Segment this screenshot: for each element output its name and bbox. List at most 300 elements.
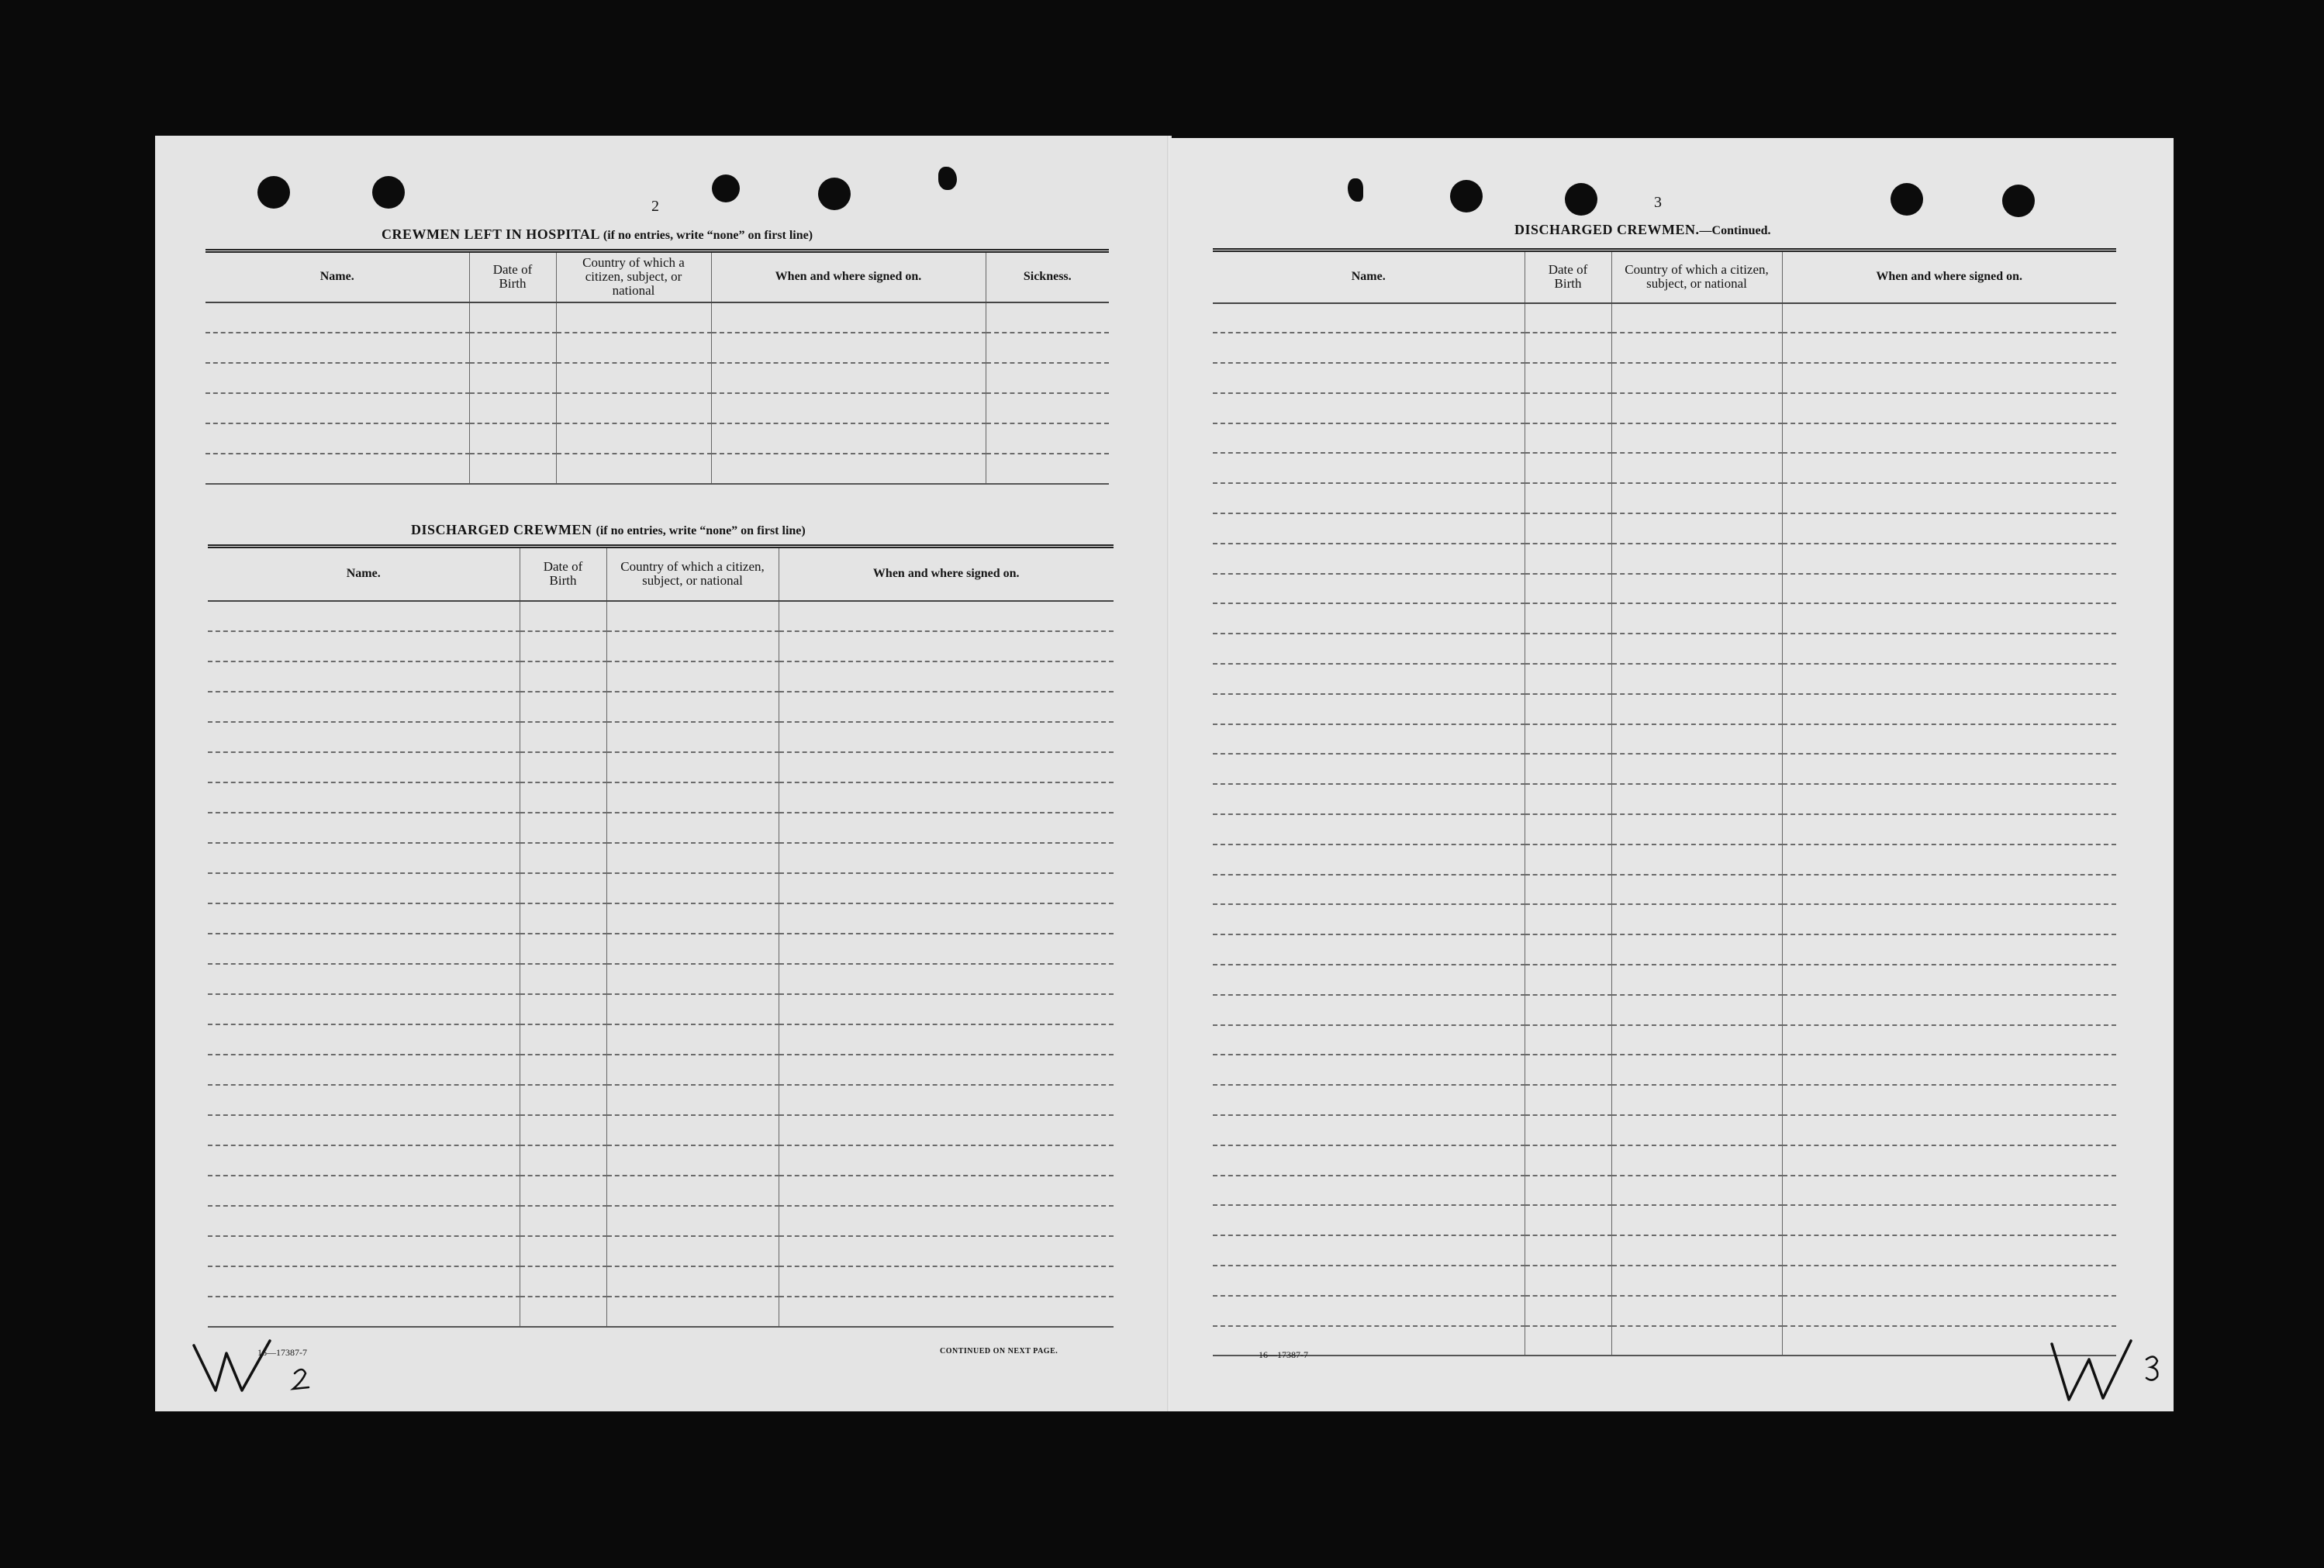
table-cell: [208, 722, 520, 752]
discharged-title-text: DISCHARGED CREWMEN: [411, 522, 592, 537]
table-cell: [779, 843, 1114, 873]
table-row: [208, 631, 1114, 661]
table-cell: [606, 964, 779, 994]
table-row: [208, 1055, 1114, 1085]
table-cell: [205, 363, 469, 393]
table-cell: [556, 454, 711, 484]
table-cell: [469, 423, 556, 454]
table-row: [1213, 784, 2116, 814]
table-cell: [606, 1266, 779, 1297]
col-signed-on-header: When and where signed on.: [779, 547, 1114, 601]
table-row: [1213, 1176, 2116, 1206]
table-cell: [1525, 453, 1611, 483]
hospital-table: [205, 249, 1109, 485]
table-cell: [1611, 1055, 1782, 1085]
discharged-continued-title: [1514, 222, 1771, 238]
table-cell: [208, 813, 520, 843]
table-cell: [779, 601, 1114, 631]
table-cell: [606, 903, 779, 934]
table-cell: [208, 782, 520, 813]
table-cell: [606, 1297, 779, 1327]
table-cell: [1213, 995, 1525, 1025]
table-cell: [556, 302, 711, 333]
table-cell: [606, 782, 779, 813]
discharged-section-title: [411, 522, 806, 538]
table-cell: [606, 1085, 779, 1115]
table-cell: [520, 1024, 606, 1055]
table-cell: [1782, 754, 2116, 784]
table-row: [1213, 754, 2116, 784]
table-cell: [1525, 483, 1611, 513]
table-cell: [1525, 995, 1611, 1025]
left-page: [155, 136, 1171, 1411]
table-row: [208, 1145, 1114, 1176]
table-row: [205, 393, 1109, 423]
table-cell: [779, 873, 1114, 903]
table-cell: [779, 661, 1114, 692]
table-cell: [606, 661, 779, 692]
table-cell: [1782, 634, 2116, 664]
table-cell: [1611, 724, 1782, 755]
table-cell: [1525, 1025, 1611, 1055]
table-cell: [1782, 453, 2116, 483]
punch-hole: [372, 176, 405, 209]
table-cell: [208, 1236, 520, 1266]
table-cell: [779, 1145, 1114, 1176]
table-cell: [1611, 995, 1782, 1025]
table-cell: [711, 333, 986, 363]
table-row: [205, 454, 1109, 484]
table-cell: [1213, 513, 1525, 544]
table-cell: [520, 813, 606, 843]
table-cell: [779, 1085, 1114, 1115]
page-number: 3: [1654, 194, 1662, 211]
hospital-section-title: [382, 226, 813, 243]
table-cell: [556, 363, 711, 393]
table-row: [208, 1176, 1114, 1206]
table-row: [205, 363, 1109, 393]
table-cell: [779, 1115, 1114, 1145]
table-cell: [1782, 995, 2116, 1025]
table-cell: [606, 994, 779, 1024]
table-row: [1213, 363, 2116, 393]
form-number: 16—17387-7: [257, 1347, 307, 1358]
table-cell: [1611, 1145, 1782, 1176]
table-cell: [711, 363, 986, 393]
table-row: [208, 1024, 1114, 1055]
table-row: [1213, 483, 2116, 513]
table-cell: [208, 873, 520, 903]
table-row: [1213, 904, 2116, 934]
table-cell: [520, 994, 606, 1024]
handwritten-w2-mark: [178, 1336, 326, 1398]
table-cell: [520, 1266, 606, 1297]
table-cell: [779, 994, 1114, 1024]
table-cell: [1525, 544, 1611, 574]
table-cell: [1611, 393, 1782, 423]
table-cell: [1611, 1205, 1782, 1235]
table-cell: [520, 903, 606, 934]
table-cell: [1782, 965, 2116, 995]
punch-hole: [1348, 178, 1363, 202]
table-cell: [986, 423, 1109, 454]
table-cell: [1525, 1115, 1611, 1145]
col-name-header: Name.: [208, 547, 520, 601]
table-cell: [1611, 1025, 1782, 1055]
table-cell: [520, 1055, 606, 1085]
table-cell: [208, 934, 520, 964]
table-row: [1213, 634, 2116, 664]
table-cell: [1782, 814, 2116, 844]
table-cell: [1782, 1145, 2116, 1176]
table-cell: [1782, 513, 2116, 544]
table-row: [208, 752, 1114, 782]
handwritten-w3-mark: [2038, 1336, 2170, 1406]
table-cell: [1213, 423, 1525, 454]
table-cell: [1611, 483, 1782, 513]
table-cell: [1213, 544, 1525, 574]
table-row: [1213, 1235, 2116, 1266]
table-cell: [1213, 1145, 1525, 1176]
table-row: [208, 934, 1114, 964]
table-cell: [1611, 904, 1782, 934]
table-cell: [205, 302, 469, 333]
punch-hole: [1565, 183, 1597, 216]
table-cell: [1525, 664, 1611, 694]
table-row: [1213, 603, 2116, 634]
table-row: [1213, 814, 2116, 844]
table-cell: [1525, 724, 1611, 755]
table-cell: [1782, 423, 2116, 454]
table-cell: [606, 752, 779, 782]
discharged-continued-header-row: [1213, 250, 2116, 303]
table-cell: [606, 1176, 779, 1206]
table-cell: [1213, 483, 1525, 513]
table-row: [208, 843, 1114, 873]
table-cell: [1525, 1176, 1611, 1206]
table-cell: [606, 1236, 779, 1266]
table-cell: [520, 631, 606, 661]
col-date-of-birth-header: Date of Birth: [1525, 250, 1611, 303]
table-cell: [1525, 1235, 1611, 1266]
table-cell: [1611, 634, 1782, 664]
table-cell: [779, 631, 1114, 661]
table-cell: [779, 1297, 1114, 1327]
table-cell: [1611, 694, 1782, 724]
table-cell: [520, 1115, 606, 1145]
table-cell: [469, 363, 556, 393]
table-row: [208, 1085, 1114, 1115]
table-row: [1213, 694, 2116, 724]
punch-hole: [1450, 180, 1483, 212]
table-cell: [1525, 1296, 1611, 1326]
table-row: [1213, 303, 2116, 333]
table-cell: [520, 692, 606, 722]
table-cell: [1213, 603, 1525, 634]
table-cell: [986, 393, 1109, 423]
table-cell: [1213, 965, 1525, 995]
table-cell: [556, 423, 711, 454]
table-cell: [208, 1266, 520, 1297]
table-cell: [779, 903, 1114, 934]
table-cell: [205, 423, 469, 454]
table-cell: [1611, 1296, 1782, 1326]
punch-hole: [818, 178, 851, 210]
discharged-table-body: [208, 601, 1114, 1327]
table-cell: [1213, 904, 1525, 934]
discharged-title-note: (if no entries, write “none” on first line): [596, 524, 806, 537]
table-cell: [606, 813, 779, 843]
punch-hole: [257, 176, 290, 209]
table-cell: [1213, 303, 1525, 333]
table-cell: [1782, 784, 2116, 814]
table-cell: [1213, 1115, 1525, 1145]
table-row: [208, 873, 1114, 903]
col-date-of-birth-header: Date of Birth: [469, 251, 556, 302]
table-cell: [208, 1055, 520, 1085]
table-cell: [1525, 333, 1611, 363]
table-cell: [1525, 603, 1611, 634]
page-number: 2: [651, 198, 659, 215]
table-row: [1213, 934, 2116, 965]
table-cell: [1525, 875, 1611, 905]
table-cell: [1782, 1176, 2116, 1206]
table-cell: [1213, 1266, 1525, 1296]
table-cell: [520, 873, 606, 903]
table-cell: [1782, 934, 2116, 965]
col-country-header: Country of which a citizen, subject, or national: [556, 251, 711, 302]
punch-hole: [938, 167, 957, 190]
table-cell: [520, 782, 606, 813]
table-row: [1213, 1266, 2116, 1296]
table-cell: [1782, 875, 2116, 905]
table-row: [208, 601, 1114, 631]
table-row: [1213, 453, 2116, 483]
table-cell: [1782, 724, 2116, 755]
table-row: [205, 302, 1109, 333]
table-cell: [986, 363, 1109, 393]
table-cell: [779, 1206, 1114, 1236]
table-cell: [1782, 393, 2116, 423]
table-cell: [208, 601, 520, 631]
table-cell: [1213, 1055, 1525, 1085]
table-cell: [1611, 1235, 1782, 1266]
table-cell: [1611, 1085, 1782, 1115]
hospital-table-body: [205, 302, 1109, 484]
table-cell: [1782, 664, 2116, 694]
table-cell: [779, 722, 1114, 752]
table-cell: [208, 843, 520, 873]
table-cell: [1213, 664, 1525, 694]
table-row: [208, 964, 1114, 994]
table-cell: [1525, 423, 1611, 454]
table-row: [205, 333, 1109, 363]
table-cell: [606, 631, 779, 661]
table-row: [208, 1297, 1114, 1327]
table-row: [1213, 664, 2116, 694]
table-cell: [208, 1297, 520, 1327]
table-cell: [1611, 844, 1782, 875]
table-cell: [520, 1085, 606, 1115]
table-cell: [1782, 1085, 2116, 1115]
table-cell: [1782, 1055, 2116, 1085]
table-row: [1213, 544, 2116, 574]
table-cell: [1611, 544, 1782, 574]
table-cell: [208, 1115, 520, 1145]
table-cell: [1611, 784, 1782, 814]
table-cell: [1525, 634, 1611, 664]
table-cell: [606, 722, 779, 752]
discharged-table: [208, 544, 1114, 1328]
table-cell: [606, 601, 779, 631]
discharged-continued-table: [1213, 248, 2116, 1356]
discharged-header-row: [208, 547, 1114, 601]
table-cell: [1611, 1266, 1782, 1296]
table-cell: [1611, 664, 1782, 694]
table-cell: [1611, 363, 1782, 393]
table-cell: [1525, 754, 1611, 784]
table-row: [208, 1266, 1114, 1297]
table-cell: [1782, 333, 2116, 363]
table-row: [1213, 1085, 2116, 1115]
table-cell: [1525, 303, 1611, 333]
table-cell: [1611, 1115, 1782, 1145]
table-cell: [520, 964, 606, 994]
table-cell: [606, 692, 779, 722]
table-cell: [986, 333, 1109, 363]
table-cell: [779, 1024, 1114, 1055]
table-cell: [520, 934, 606, 964]
col-name-header: Name.: [1213, 250, 1525, 303]
table-row: [1213, 1055, 2116, 1085]
table-cell: [1213, 754, 1525, 784]
table-cell: [779, 1176, 1114, 1206]
table-row: [1213, 724, 2116, 755]
table-cell: [205, 333, 469, 363]
table-cell: [520, 1176, 606, 1206]
table-cell: [1782, 1025, 2116, 1055]
table-cell: [1213, 393, 1525, 423]
table-row: [1213, 423, 2116, 454]
table-row: [1213, 574, 2116, 604]
table-cell: [1525, 844, 1611, 875]
table-cell: [1525, 1266, 1611, 1296]
table-cell: [711, 393, 986, 423]
continued-note: CONTINUED ON NEXT PAGE.: [940, 1347, 1058, 1356]
table-cell: [205, 454, 469, 484]
punch-hole: [2002, 185, 2035, 217]
discharged-continued-title-text: DISCHARGED CREWMEN.: [1514, 222, 1700, 237]
table-cell: [606, 843, 779, 873]
table-row: [208, 1115, 1114, 1145]
table-cell: [711, 302, 986, 333]
col-name-header: Name.: [205, 251, 469, 302]
table-cell: [1525, 1085, 1611, 1115]
discharged-continued-table-body: [1213, 303, 2116, 1356]
table-cell: [208, 1024, 520, 1055]
table-cell: [520, 1297, 606, 1327]
table-cell: [208, 1145, 520, 1176]
table-cell: [1782, 694, 2116, 724]
table-row: [208, 1206, 1114, 1236]
table-row: [1213, 965, 2116, 995]
table-cell: [1525, 574, 1611, 604]
table-cell: [779, 692, 1114, 722]
table-row: [1213, 875, 2116, 905]
table-cell: [208, 964, 520, 994]
table-row: [1213, 333, 2116, 363]
table-row: [1213, 513, 2116, 544]
table-cell: [1213, 1176, 1525, 1206]
table-row: [1213, 1115, 2116, 1145]
table-cell: [208, 1206, 520, 1236]
table-cell: [1213, 1085, 1525, 1115]
table-cell: [779, 1266, 1114, 1297]
table-cell: [1782, 483, 2116, 513]
table-cell: [208, 631, 520, 661]
table-cell: [779, 752, 1114, 782]
table-cell: [1782, 1266, 2116, 1296]
table-cell: [606, 1115, 779, 1145]
table-cell: [1782, 844, 2116, 875]
form-number: 16—17387-7: [1259, 1349, 1308, 1360]
table-cell: [208, 661, 520, 692]
table-row: [208, 903, 1114, 934]
table-cell: [520, 722, 606, 752]
table-cell: [1213, 875, 1525, 905]
table-cell: [1611, 303, 1782, 333]
table-row: [208, 722, 1114, 752]
table-row: [1213, 1326, 2116, 1356]
table-cell: [711, 454, 986, 484]
col-date-of-birth-header: Date of Birth: [520, 547, 606, 601]
table-cell: [1525, 1145, 1611, 1176]
table-cell: [1213, 1205, 1525, 1235]
table-row: [1213, 844, 2116, 875]
table-cell: [1213, 814, 1525, 844]
table-cell: [1782, 303, 2116, 333]
table-cell: [1782, 544, 2116, 574]
table-cell: [1213, 724, 1525, 755]
punch-hole: [1891, 183, 1923, 216]
table-cell: [520, 843, 606, 873]
table-cell: [556, 393, 711, 423]
table-cell: [1782, 603, 2116, 634]
table-row: [1213, 995, 2116, 1025]
table-cell: [986, 302, 1109, 333]
table-cell: [1611, 754, 1782, 784]
table-cell: [1611, 1176, 1782, 1206]
table-cell: [520, 752, 606, 782]
continued-label: —Continued.: [1699, 224, 1771, 237]
table-cell: [779, 934, 1114, 964]
table-cell: [208, 1176, 520, 1206]
table-cell: [1525, 513, 1611, 544]
table-cell: [1213, 694, 1525, 724]
table-cell: [779, 964, 1114, 994]
table-cell: [1782, 1205, 2116, 1235]
table-row: [1213, 1296, 2116, 1326]
table-cell: [1611, 333, 1782, 363]
table-row: [208, 692, 1114, 722]
table-cell: [1213, 333, 1525, 363]
table-cell: [1611, 965, 1782, 995]
table-cell: [205, 393, 469, 423]
table-cell: [520, 661, 606, 692]
table-cell: [1611, 875, 1782, 905]
table-cell: [208, 752, 520, 782]
col-country-header: Country of which a citizen, subject, or national: [606, 547, 779, 601]
